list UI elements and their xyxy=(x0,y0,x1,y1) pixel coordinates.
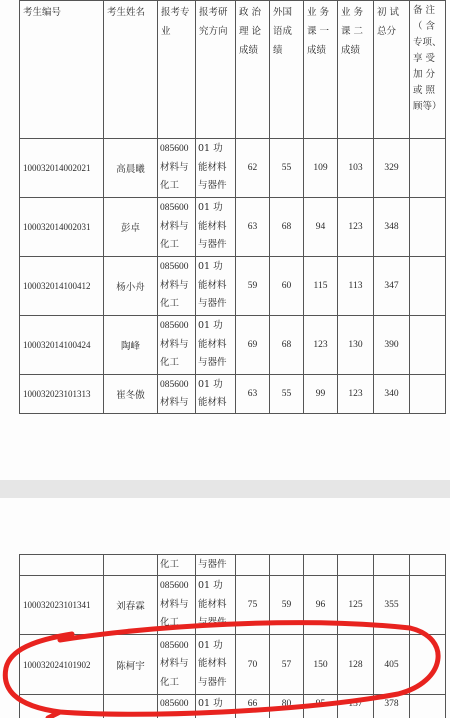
total-score: 390 xyxy=(374,316,410,375)
total-score xyxy=(374,555,410,576)
total-score: 340 xyxy=(374,375,410,414)
candidate-name: 陶峰 xyxy=(104,316,158,375)
course1-score: 115 xyxy=(304,257,338,316)
candidate-id xyxy=(20,555,104,576)
total-score: 405 xyxy=(374,635,410,695)
candidate-id: 100032014100412 xyxy=(20,257,104,316)
major-cell: 085600 材料与 化工 xyxy=(158,257,196,316)
course2-score xyxy=(338,555,374,576)
table-row xyxy=(20,316,446,375)
total-score: 378 xyxy=(374,695,410,718)
direction-cell: 01 功 能材料 与器件 xyxy=(196,635,236,695)
total-score: 347 xyxy=(374,257,410,316)
header-major: 报考专 业 xyxy=(158,1,196,139)
page-gap xyxy=(0,480,450,498)
politics-score: 70 xyxy=(236,635,270,695)
foreign-score: 57 xyxy=(270,635,304,695)
candidate-id xyxy=(20,695,104,718)
candidate-id: 100032023101313 xyxy=(20,375,104,414)
candidate-id: 100032014002031 xyxy=(20,198,104,257)
notes-cell xyxy=(410,695,446,718)
course1-score: 123 xyxy=(304,316,338,375)
politics-score: 66 xyxy=(236,695,270,718)
candidate-name: 彭卓 xyxy=(104,198,158,257)
direction-cell: 01 功 能材料 与器件 xyxy=(196,198,236,257)
candidate-id: 100032014100424 xyxy=(20,316,104,375)
foreign-score: 60 xyxy=(270,257,304,316)
candidate-name xyxy=(104,695,158,718)
course2-score: 130 xyxy=(338,316,374,375)
politics-score: 62 xyxy=(236,139,270,198)
notes-cell xyxy=(410,555,446,576)
header-course-1: 业 务 课 一 成绩 xyxy=(304,1,338,139)
header-politics: 政 治 理 论 成绩 xyxy=(236,1,270,139)
candidate-name: 陈柯宇 xyxy=(104,635,158,695)
candidate-name: 高晨曦 xyxy=(104,139,158,198)
major-cell: 085600 材料与 化工 xyxy=(158,635,196,695)
major-cell: 085600 材料与 xyxy=(158,375,196,414)
direction-cell: 与器件 xyxy=(196,555,236,576)
score-table-page-1 xyxy=(19,0,446,414)
direction-cell: 01 功 xyxy=(196,695,236,718)
foreign-score: 68 xyxy=(270,316,304,375)
course2-score: 113 xyxy=(338,257,374,316)
major-cell: 化工 xyxy=(158,555,196,576)
politics-score: 63 xyxy=(236,198,270,257)
candidate-id: 100032024101902 xyxy=(20,635,104,695)
foreign-score xyxy=(270,555,304,576)
foreign-score: 55 xyxy=(270,139,304,198)
candidate-id: 100032014002021 xyxy=(20,139,104,198)
continued-row xyxy=(20,555,446,576)
notes-cell xyxy=(410,139,446,198)
table-row xyxy=(20,257,446,316)
table-row xyxy=(20,695,446,718)
course2-score: 137 xyxy=(338,695,374,718)
notes-cell xyxy=(410,635,446,695)
header-foreign-language: 外国 语成 绩 xyxy=(270,1,304,139)
course2-score: 128 xyxy=(338,635,374,695)
course2-score: 103 xyxy=(338,139,374,198)
course1-score: 95 xyxy=(304,695,338,718)
major-cell: 085600 材料与 化工 xyxy=(158,576,196,635)
direction-cell: 01 功 能材料 与器件 xyxy=(196,139,236,198)
total-score: 348 xyxy=(374,198,410,257)
header-total: 初 试 总分 xyxy=(374,1,410,139)
direction-cell: 01 功 能材料 与器件 xyxy=(196,316,236,375)
course2-score: 123 xyxy=(338,198,374,257)
course1-score: 96 xyxy=(304,576,338,635)
candidate-name: 杨小舟 xyxy=(104,257,158,316)
major-cell: 085600 材料与 化工 xyxy=(158,139,196,198)
candidate-name xyxy=(104,555,158,576)
notes-cell xyxy=(410,375,446,414)
table-row-highlighted xyxy=(20,635,446,695)
header-notes: 备 注 （ 含 专项、 享 受 加 分 或 照 顾等） xyxy=(410,1,446,139)
course1-score xyxy=(304,555,338,576)
course2-score: 123 xyxy=(338,375,374,414)
table-row xyxy=(20,198,446,257)
course2-score: 125 xyxy=(338,576,374,635)
total-score: 355 xyxy=(374,576,410,635)
header-course-2: 业 务 课 二 成绩 xyxy=(338,1,374,139)
major-cell: 085600 xyxy=(158,695,196,718)
header-row xyxy=(20,1,446,139)
politics-score: 63 xyxy=(236,375,270,414)
course1-score: 109 xyxy=(304,139,338,198)
major-cell: 085600 材料与 化工 xyxy=(158,316,196,375)
foreign-score: 68 xyxy=(270,198,304,257)
table-row xyxy=(20,576,446,635)
course1-score: 150 xyxy=(304,635,338,695)
foreign-score: 59 xyxy=(270,576,304,635)
notes-cell xyxy=(410,198,446,257)
foreign-score: 80 xyxy=(270,695,304,718)
direction-cell: 01 功 能材料 xyxy=(196,375,236,414)
politics-score: 75 xyxy=(236,576,270,635)
candidate-id: 100032023101341 xyxy=(20,576,104,635)
direction-cell: 01 功 能材料 与器件 xyxy=(196,257,236,316)
foreign-score: 55 xyxy=(270,375,304,414)
notes-cell xyxy=(410,257,446,316)
politics-score xyxy=(236,555,270,576)
score-table-page-2 xyxy=(19,554,446,718)
direction-cell: 01 功 能材料 与器件 xyxy=(196,576,236,635)
politics-score: 59 xyxy=(236,257,270,316)
course1-score: 94 xyxy=(304,198,338,257)
table-row xyxy=(20,139,446,198)
politics-score: 69 xyxy=(236,316,270,375)
major-cell: 085600 材料与 化工 xyxy=(158,198,196,257)
table-row xyxy=(20,375,446,414)
header-name: 考生姓名 xyxy=(104,1,158,139)
notes-cell xyxy=(410,316,446,375)
header-direction: 报考研 究方向 xyxy=(196,1,236,139)
course1-score: 99 xyxy=(304,375,338,414)
header-id: 考生编号 xyxy=(20,1,104,139)
total-score: 329 xyxy=(374,139,410,198)
document-page-2 xyxy=(0,498,450,718)
candidate-name: 刘春霖 xyxy=(104,576,158,635)
notes-cell xyxy=(410,576,446,635)
candidate-name: 崔冬傲 xyxy=(104,375,158,414)
